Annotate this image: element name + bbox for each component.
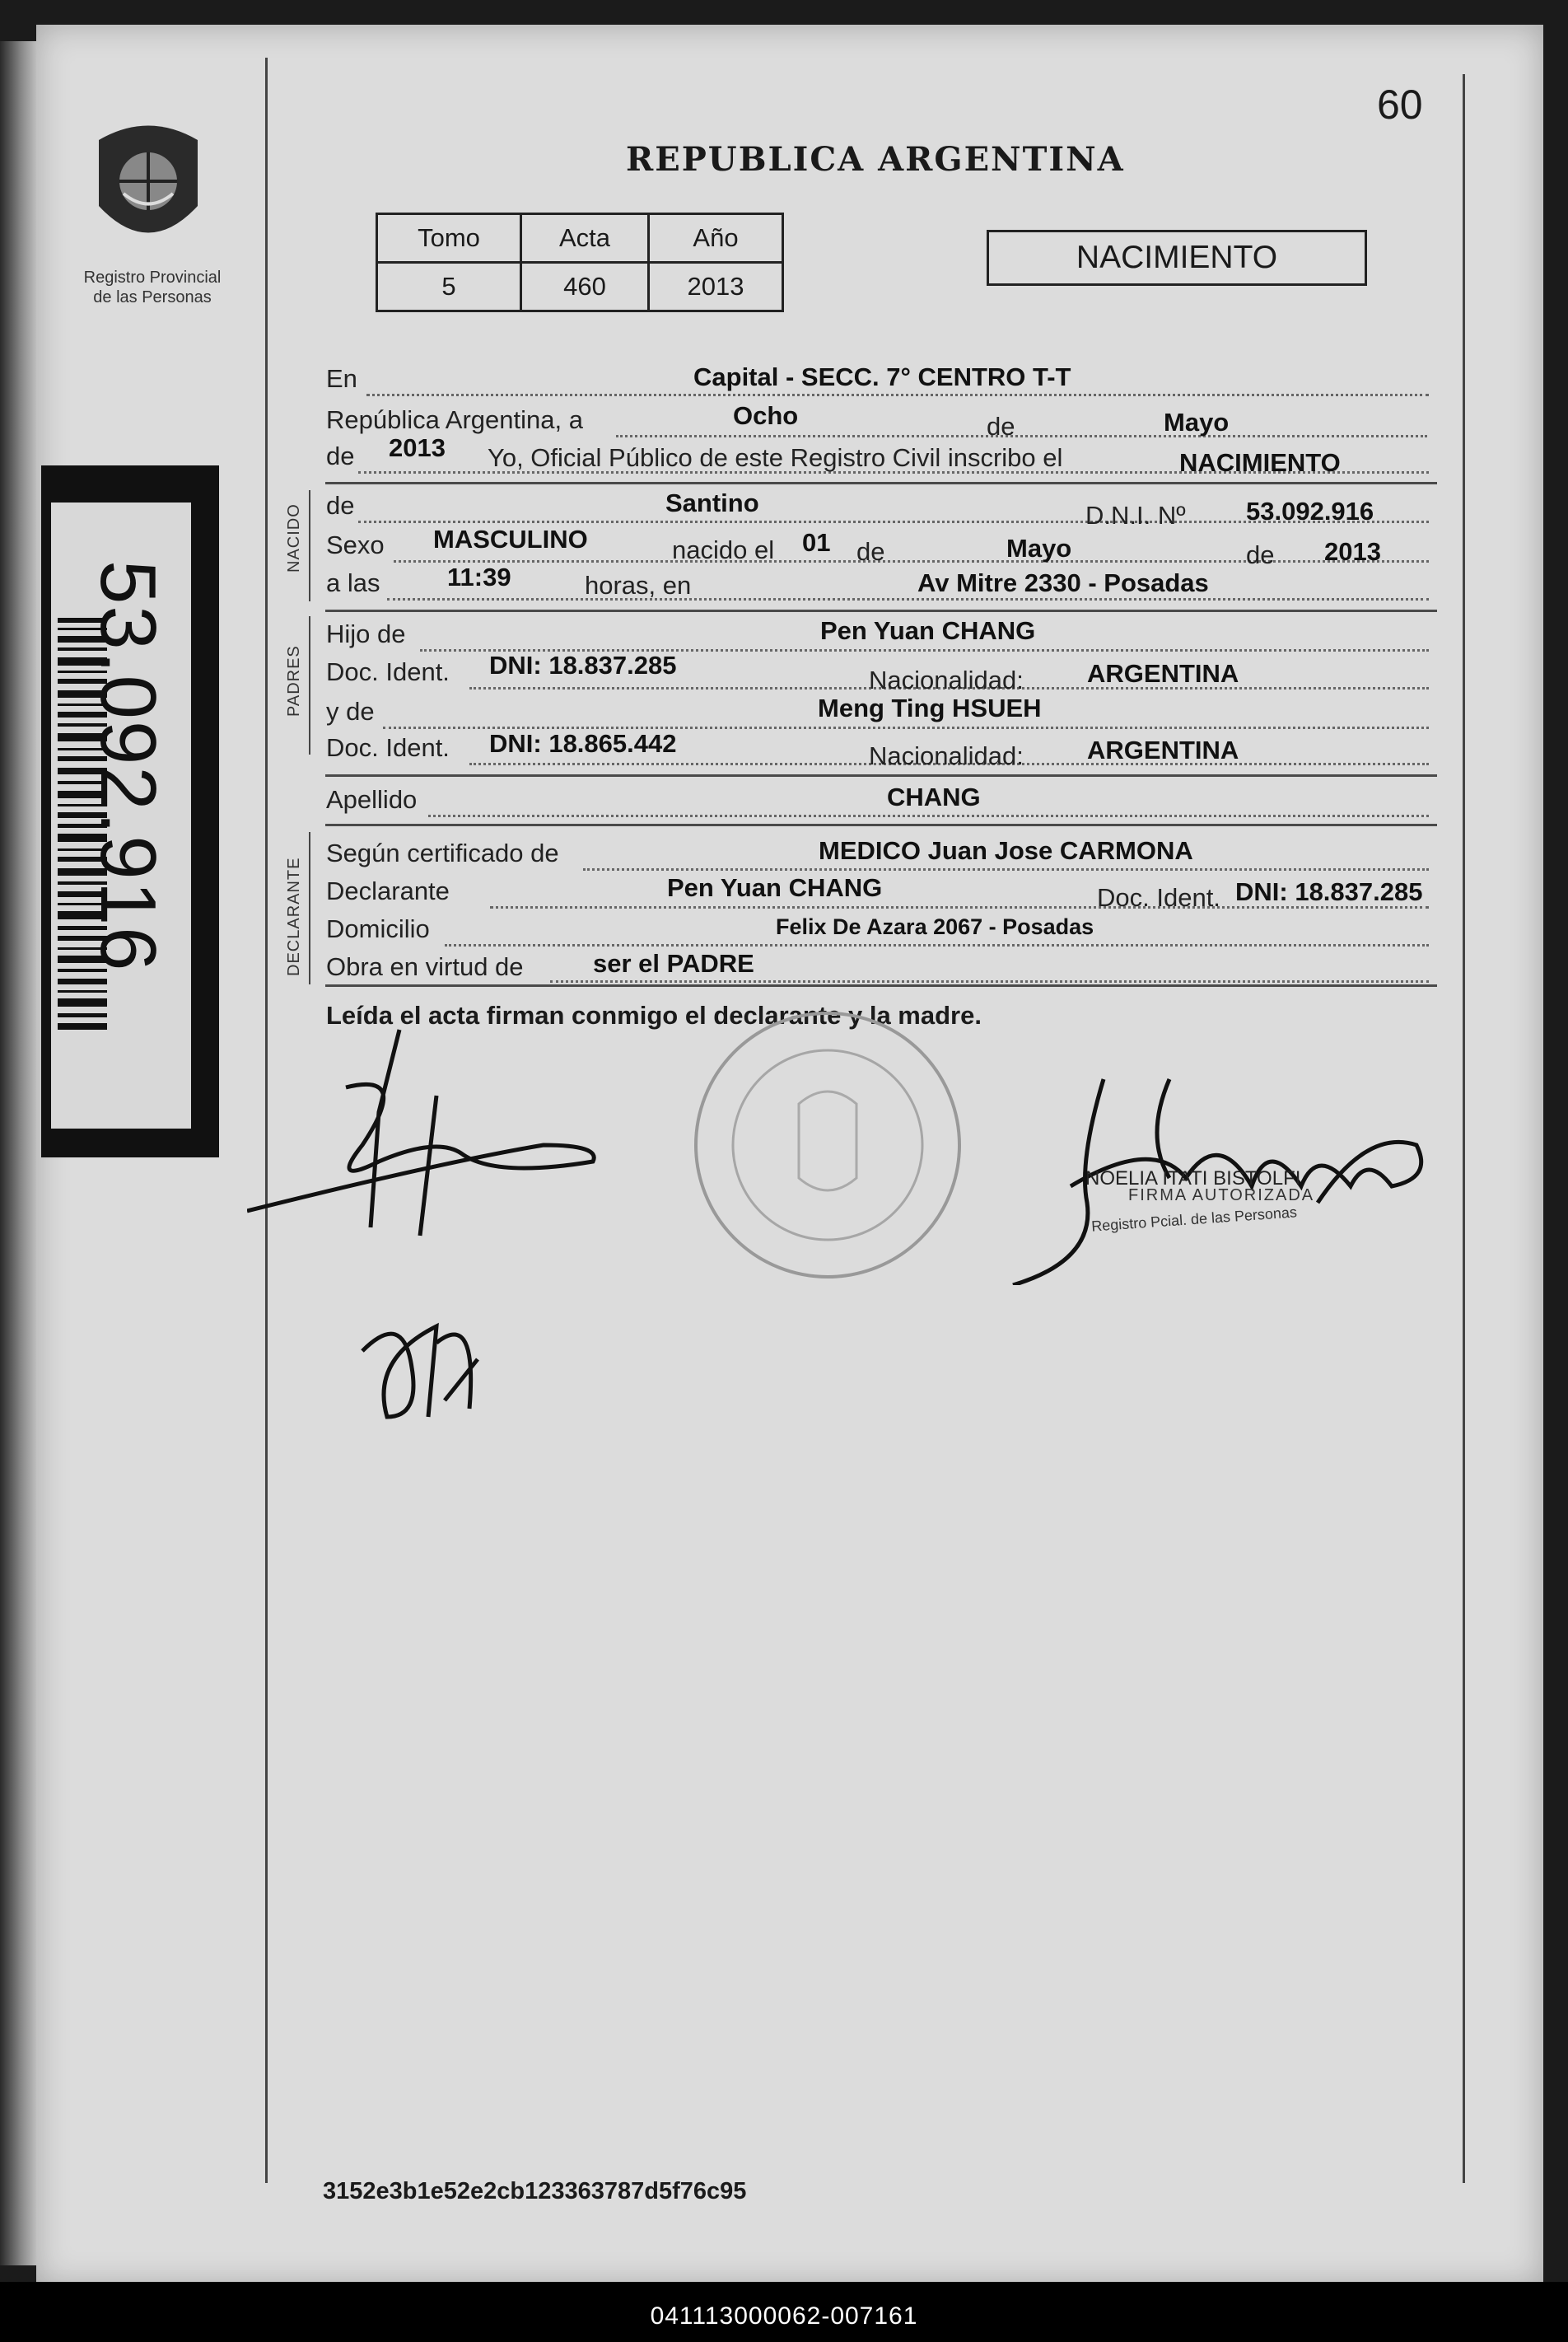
reference-table	[376, 213, 784, 312]
divider	[325, 610, 1437, 612]
surname: CHANG	[887, 783, 981, 811]
field-label: Apellido	[326, 785, 418, 814]
document-title: REPUBLICA ARGENTINA	[626, 140, 1125, 179]
field-label: Doc. Ident.	[326, 733, 450, 762]
registration-year: 2013	[389, 433, 446, 462]
nacido-bracket	[309, 490, 310, 601]
field-label: de	[1246, 540, 1275, 569]
registry-seal-icon	[684, 1005, 972, 1285]
table-cell: 460	[521, 263, 649, 311]
father-document: DNI: 18.837.285	[489, 651, 677, 680]
table-header-row	[377, 214, 783, 263]
closing-statement: Leída el acta firman conmigo el declarante y la madre.	[326, 1001, 982, 1030]
field-label: de	[987, 412, 1015, 441]
document-type-box: NACIMIENTO	[987, 230, 1367, 286]
declarant-signature-icon	[247, 1021, 626, 1252]
section-label-nacido: NACIDO	[285, 503, 303, 573]
registry-office: Capital - SECC. 7° CENTRO T-T	[693, 362, 1071, 391]
field-label: horas, en	[585, 571, 692, 600]
divider	[325, 482, 1437, 484]
father-name: Pen Yuan CHANG	[820, 616, 1036, 645]
divider	[325, 984, 1437, 987]
field-label: En	[326, 364, 357, 393]
field-label: Según certificado de	[326, 839, 559, 867]
declarant-role: ser el PADRE	[593, 949, 754, 978]
declarant-name: Pen Yuan CHANG	[667, 873, 883, 902]
field-label: Hijo de	[326, 619, 406, 648]
dotted-line	[550, 980, 1429, 983]
table-header: Tomo	[377, 214, 521, 263]
child-dni: 53.092.916	[1246, 497, 1374, 526]
field-label: Declarante	[326, 876, 450, 905]
province-emblem-icon	[82, 115, 214, 259]
registration-day: Ocho	[733, 401, 799, 430]
mother-nationality: ARGENTINA	[1087, 736, 1239, 764]
field-label: D.N.I. Nº	[1085, 501, 1186, 530]
declarant-address: Felix De Azara 2067 - Posadas	[776, 914, 1094, 939]
padres-bracket	[309, 616, 310, 755]
dotted-line	[387, 598, 1429, 601]
mother-signature-icon	[354, 1277, 494, 1425]
inscribo-text: Yo, Oficial Público de este Registro Civil inscribo el	[488, 443, 1063, 472]
field-label: Nacionalidad:	[869, 666, 1024, 694]
dotted-line	[366, 394, 1429, 396]
child-name: Santino	[665, 489, 759, 517]
record-type: NACIMIENTO	[1179, 448, 1341, 477]
registry-name-line: Registro Provincial	[83, 269, 222, 287]
registration-month: Mayo	[1164, 408, 1230, 437]
official-name: NOELIA ITATI BISTOLFI	[1085, 1167, 1301, 1190]
section-label-padres: PADRES	[285, 645, 303, 717]
mother-name: Meng Ting HSUEH	[818, 694, 1042, 722]
table-cell: 5	[377, 263, 521, 311]
page-number: 60	[1377, 82, 1423, 128]
dotted-line	[428, 815, 1429, 817]
child-sex: MASCULINO	[433, 525, 588, 554]
declarant-document: DNI: 18.837.285	[1235, 877, 1423, 906]
mother-document: DNI: 18.865.442	[489, 729, 677, 758]
birth-day: 01	[802, 528, 831, 557]
birth-month: Mayo	[1006, 534, 1072, 563]
dotted-line	[616, 435, 1427, 437]
birth-time: 11:39	[447, 563, 511, 591]
certificate-issuer: MEDICO Juan Jose CARMONA	[819, 836, 1193, 865]
official-role: FIRMA AUTORIZADA	[1128, 1186, 1315, 1204]
declarante-bracket	[309, 832, 310, 984]
field-label: Sexo	[326, 531, 385, 559]
field-label: nacido el	[672, 535, 775, 564]
father-nationality: ARGENTINA	[1087, 659, 1239, 688]
document-hash: 3152e3b1e52e2cb123363787d5f76c95	[323, 2178, 747, 2204]
field-label: a las	[326, 568, 380, 597]
field-label: Obra en virtud de	[326, 952, 524, 981]
birth-year: 2013	[1324, 537, 1381, 566]
right-margin-line	[1463, 74, 1465, 2183]
official-office: Registro Pcial. de las Personas	[1090, 1204, 1298, 1235]
table-header: Año	[649, 214, 783, 263]
divider	[325, 824, 1437, 826]
barcode-number: 53.092.916	[84, 560, 172, 973]
field-label: Doc. Ident.	[326, 657, 450, 686]
field-label: de	[856, 537, 885, 566]
field-label: de	[326, 442, 355, 470]
dotted-line	[445, 944, 1429, 947]
field-label: Doc. Ident.	[1097, 883, 1220, 912]
divider	[325, 774, 1437, 777]
table-row	[377, 263, 783, 311]
section-label-declarante: DECLARANTE	[285, 857, 303, 976]
footer-reference: 041113000062-007161	[650, 2302, 918, 2330]
table-cell: 2013	[649, 263, 783, 311]
field-label: y de	[326, 697, 375, 726]
dotted-line	[583, 868, 1429, 871]
book-spine	[0, 41, 36, 2265]
birth-place: Av Mitre 2330 - Posadas	[917, 568, 1209, 597]
registry-label	[66, 268, 239, 307]
field-label: Domicilio	[326, 914, 430, 943]
registry-name-line: de las Personas	[93, 288, 212, 306]
table-header: Acta	[521, 214, 649, 263]
field-label: Nacionalidad:	[869, 741, 1024, 770]
field-label: República Argentina, a	[326, 405, 583, 434]
field-label: de	[326, 491, 355, 520]
